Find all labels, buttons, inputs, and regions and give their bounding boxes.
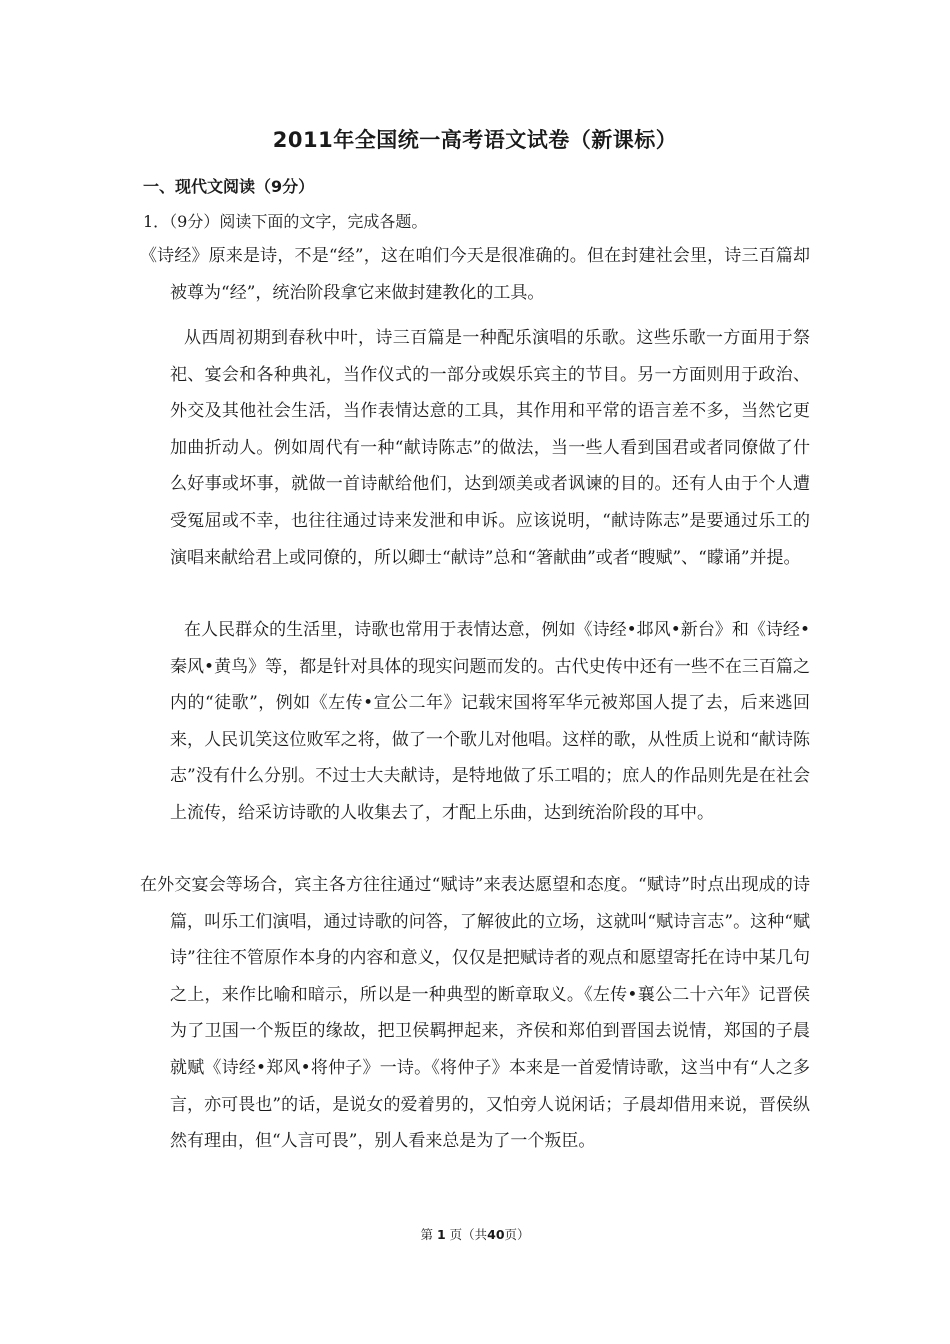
footer-middle: 页（共: [449, 1227, 488, 1242]
passage-paragraph-2: 从西周初期到春秋中叶，诗三百篇是一种配乐演唱的乐歌。这些乐歌一方面用于祭祀、宴会和各种典礼，当作仪式的一部分或娱乐宾主的节目。另一方面则用于政治、外交及其他社会生活，当作表情达意的工具，其作用和平常的语言差不多，当然它更加曲折动人。例如周代有一种“献诗陈志”的做法，当一些人看到国君或者同僚做了什么好事或坏事，就做一首诗献给他们，达到颂美或者讽谏的目的。还有人由于个人遭受冤屈或不幸，也往往通过诗来发泄和申诉。应该说明，“献诗陈志”是要通过乐工的演唱来献给君上或同僚的，所以卿士“献诗”总和“箸献曲”或者“瞍赋”、“矇诵”并提。: [170, 328, 810, 568]
document-title: 2011年全国统一高考语文试卷（新课标）: [272, 128, 678, 152]
footer-page-number: 1: [436, 1227, 446, 1242]
page-footer: [0, 1225, 950, 1243]
question-stem: 1．（9分）阅读下面的文字，完成各题。: [143, 212, 428, 231]
passage-paragraph-3: 在人民群众的生活里，诗歌也常用于表情达意，例如《诗经•邶风•新台》和《诗经•秦风•黄鸟》等，都是针对具体的现实问题而发的。古代史传中还有一些不在三百篇之内的“徒歌”，例如《左传•宣公二年》记载宋国将军华元被郑国人提了去，后来逃回来，人民讥笑这位败军之将，做了一个歌儿对他唱。这样的歌，从性质上说和“献诗陈志”没有什么分别。不过士大夫献诗，是特地做了乐工唱的；庶人的作品则先是在社会上流传，给采访诗歌的人收集去了，才配上乐曲，达到统治阶段的耳中。: [170, 620, 810, 823]
footer-prefix: 第: [420, 1227, 433, 1242]
section-heading: 一、现代文阅读（9分）: [143, 177, 315, 196]
passage-paragraph-1: 《诗经》原来是诗，不是“经”，这在咱们今天是很准确的。但在封建社会里，诗三百篇却被尊为“经”，统治阶段拿它来做封建教化的工具。: [140, 246, 810, 303]
footer-suffix: 页）: [504, 1227, 530, 1242]
footer-total-pages: 40: [487, 1227, 505, 1242]
passage-paragraph-4: 在外交宴会等场合，宾主各方往往通过“赋诗”来表达愿望和态度。“赋诗”时点出现成的诗篇，叫乐工们演唱，通过诗歌的问答，了解彼此的立场，这就叫“赋诗言志”。这种“赋诗”往往不管原作本身的内容和意义，仅仅是把赋诗者的观点和愿望寄托在诗中某几句之上，来作比喻和暗示，所以是一种典型的断章取义。《左传•襄公二十六年》记晋侯为了卫国一个叛臣的缘故，把卫侯羁押起来，齐侯和郑伯到晋国去说情，郑国的子晨就赋《诗经•郑风•将仲子》一诗。《将仲子》本来是一首爱情诗歌，这当中有“人之多言，亦可畏也”的话，是说女的爱着男的，又怕旁人说闲话；子晨却借用来说，晋侯纵然有理由，但“人言可畏”，别人看来总是为了一个叛臣。: [140, 875, 810, 1152]
